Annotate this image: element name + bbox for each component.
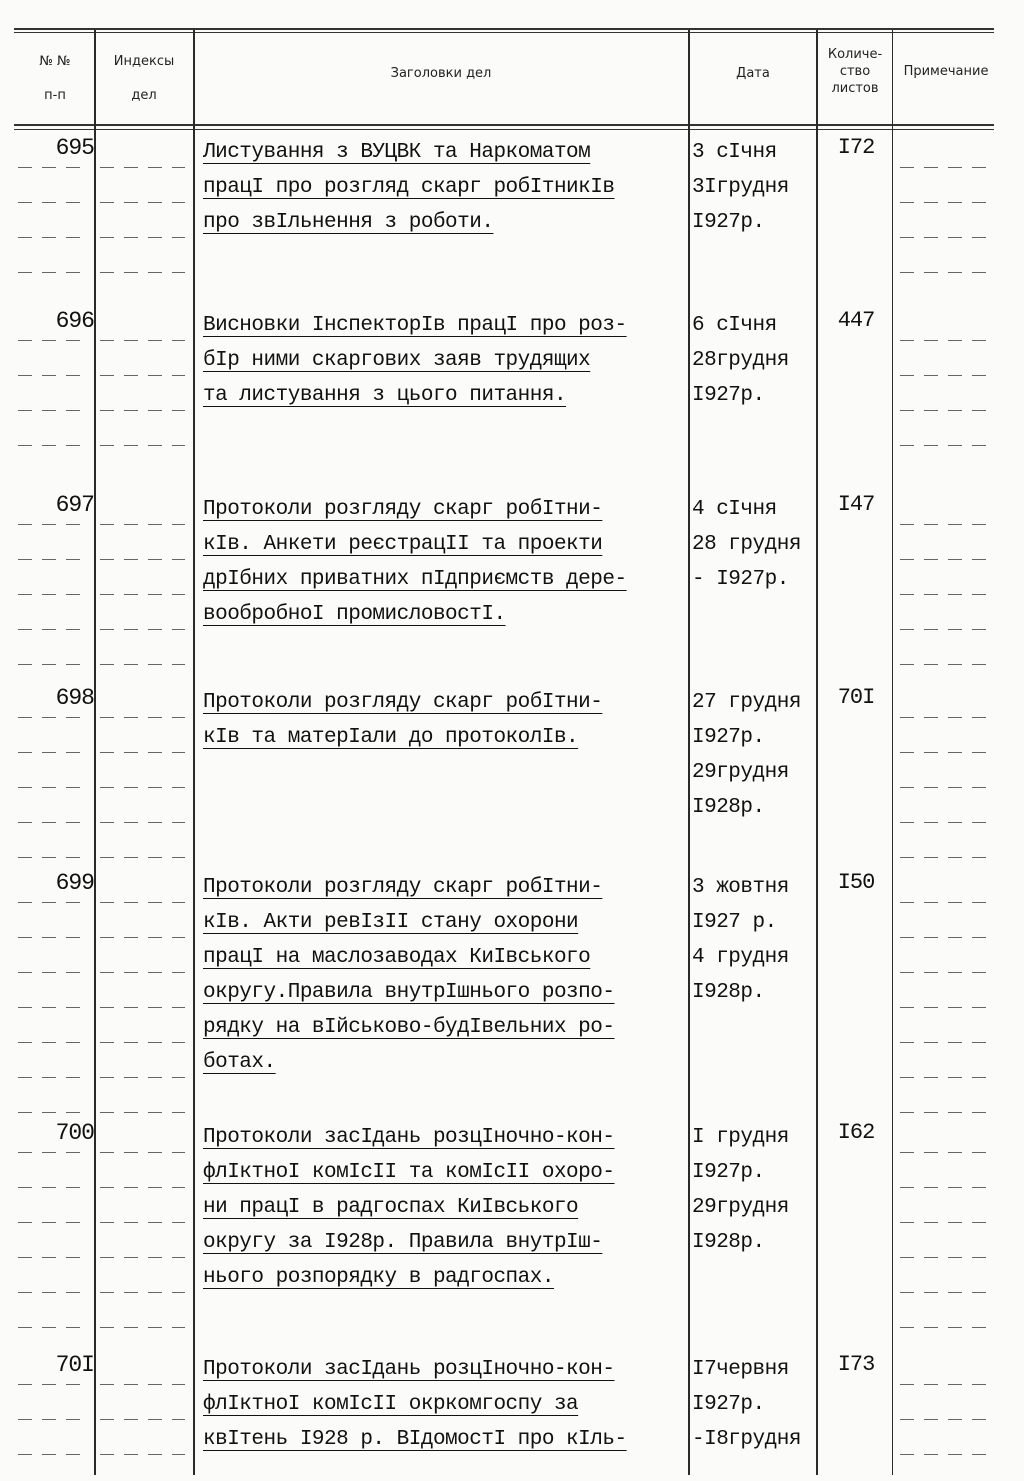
ruling-line [100,375,185,376]
record-number: 700 [55,1120,94,1146]
ruling-line [100,272,185,273]
header-count [818,46,892,97]
record-date-line: 29грудня [692,761,789,784]
ruling-line [100,972,185,973]
record-title-line: та листування з цього питання. [203,384,567,407]
ruling-line [100,1007,185,1008]
ruling-line [100,1419,185,1420]
record-title-line: Листування з ВУЦВК та Наркоматом [203,141,591,164]
record-title [203,1120,689,1295]
record-title-line: вообробноI промисловостI. [203,603,506,626]
ruling-line [100,594,185,595]
record-date-line: 3 жовтня [692,876,789,899]
header-bottom-border-inner [14,129,994,130]
record-title-line: нього розпорядку в радгоспах. [203,1266,554,1289]
header-index [96,52,192,106]
record-date-line: 4 сIчня [692,498,777,521]
ruling-line [18,1077,88,1078]
ruling-line [100,937,185,938]
header-note: Примечание [903,64,989,79]
ruling-line [18,1327,88,1328]
ruling-line [100,902,185,903]
ruling-line [18,717,88,718]
ruling-line [18,202,88,203]
ruling-line [900,1384,990,1385]
record-date-line: I927 р. [692,911,777,934]
ruling-line [900,629,990,630]
ruling-line [100,1292,185,1293]
ruling-line [18,937,88,938]
table-top-border-inner [14,32,994,33]
ruling-line [900,752,990,753]
header-count-line-3: листов [831,81,879,96]
record-title [203,492,689,632]
ruling-line [900,717,990,718]
ruling-line [900,1042,990,1043]
ruling-line [18,410,88,411]
ruling-line [900,972,990,973]
ruling-line [18,1454,88,1455]
ruling-line [18,445,88,446]
record-title-line: Протоколи розгляду скарг робIтни- [203,691,603,714]
ruling-line [18,1222,88,1223]
ruling-line [900,340,990,341]
ruling-line [18,340,88,341]
record-title-line: округу.Правила внутрIшнього розпо- [203,981,615,1004]
header-num [18,52,92,106]
record-number: 698 [55,685,94,711]
ruling-line [18,902,88,903]
record-sheet-count: I50 [837,870,875,895]
record-date-line: 29грудня [692,1196,789,1219]
ruling-line [900,822,990,823]
record-date-line: 27 грудня [692,691,801,714]
ruling-line [100,445,185,446]
header-num-sub: п-п [44,88,66,103]
ruling-line [100,1384,185,1385]
record-date-line: - I927р. [692,568,789,591]
record-title [203,1352,689,1457]
ruling-line [900,1112,990,1113]
header-index-sub: дел [131,88,157,103]
ruling-line [18,857,88,858]
ruling-line [100,1187,185,1188]
record-title-line: ботах. [203,1051,276,1074]
record-title [203,308,689,413]
header-index-label: Индексы [113,54,175,69]
ruling-line [100,1152,185,1153]
ruling-line [900,1077,990,1078]
ruling-line [100,1454,185,1455]
ruling-line [900,410,990,411]
ruling-line [100,717,185,718]
ruling-line [900,1007,990,1008]
record-number: 696 [55,308,94,334]
record-date-line: 4 грудня [692,946,789,969]
header-title: Заголовки дел [390,66,492,81]
ruling-line [100,202,185,203]
ruling-line [900,1327,990,1328]
ruling-line [18,1384,88,1385]
header-count-line-1: Количе- [827,47,883,62]
column-divider-index [94,30,96,1475]
ruling-line [18,1042,88,1043]
ruling-line [900,237,990,238]
record-title-line: дрIбних приватних пIдприємств дере- [203,568,627,591]
ruling-line [100,1257,185,1258]
record-title-line: працI на маслозаводах КиIвського [203,946,591,969]
ruling-line [18,559,88,560]
record-title [203,870,689,1080]
ruling-line [100,822,185,823]
record-date-line: I грудня [692,1126,789,1149]
record-title-line: Висновки IнспекторIв працI про роз- [203,314,627,337]
ruling-line [18,1292,88,1293]
record-title-line: Протоколи засIдань розцIночно-кон- [203,1358,615,1381]
record-date-line: 6 сIчня [692,314,777,337]
record-date [692,492,822,597]
record-title-line: округу за I928р. Правила внутрIш- [203,1231,603,1254]
ruling-line [900,1257,990,1258]
record-number: 697 [55,492,94,518]
record-sheet-count: I73 [837,1352,875,1377]
record-date-line: I927р. [692,726,765,749]
record-date-line: 3Iгрудня [692,176,789,199]
ruling-line [900,664,990,665]
record-sheet-count: I47 [837,492,875,517]
record-date-line: 3 сIчня [692,141,777,164]
record-title [203,135,689,240]
record-title-line: бIр ними скаргових заяв трудящих [203,349,591,372]
record-date-line: 28грудня [692,349,789,372]
ruling-line [100,524,185,525]
record-date-line: I928р. [692,981,765,1004]
record-sheet-count: I72 [837,135,875,160]
ruling-line [100,629,185,630]
column-divider-note [892,30,893,1475]
ruling-line [900,787,990,788]
record-title-line: Протоколи розгляду скарг робIтни- [203,876,603,899]
record-title-line: кIв та матерIали до протоколIв. [203,726,579,749]
ruling-line [100,1112,185,1113]
column-divider-title [193,30,195,1475]
record-date [692,1352,822,1457]
ruling-line [900,445,990,446]
ruling-line [18,629,88,630]
record-sheet-count: 447 [837,308,875,333]
record-date [692,685,822,825]
ruling-line [100,857,185,858]
ruling-line [100,1222,185,1223]
record-title-line: кIв. Анкети реєстрацII та проекти [203,533,603,556]
ruling-line [900,1187,990,1188]
table-top-border [14,28,994,30]
ruling-line [100,237,185,238]
record-date-line: 28 грудня [692,533,801,556]
ruling-line [100,167,185,168]
ruling-line [18,1007,88,1008]
ruling-line [900,902,990,903]
ruling-line [100,1327,185,1328]
ruling-line [18,272,88,273]
ruling-line [18,787,88,788]
ruling-line [100,340,185,341]
ruling-line [100,1077,185,1078]
record-title-line: квIтень I928 р. ВIдомостI про кIль- [203,1428,627,1451]
record-title [203,685,689,755]
record-title-line: рядку на вIйськово-будIвельних ро- [203,1016,615,1039]
record-title-line: кIв. Акти ревIзII стану охорони [203,911,579,934]
ruling-line [18,237,88,238]
ruling-line [18,664,88,665]
ruling-line [18,594,88,595]
record-sheet-count: 70I [837,685,875,710]
ruling-line [900,1152,990,1153]
header-count-line-2: ство [839,64,871,79]
record-title-line: про звIльнення з роботи. [203,211,494,234]
ruling-line [100,664,185,665]
ruling-line [100,752,185,753]
record-title-line: працI про розгляд скарг робIтникIв [203,176,615,199]
record-date-line: I927р. [692,1393,765,1416]
record-number: 70I [55,1352,94,1378]
record-date [692,1120,822,1260]
ruling-line [18,822,88,823]
record-date-line: I927р. [692,384,765,407]
ruling-line [900,594,990,595]
record-number: 695 [55,135,94,161]
ruling-line [900,937,990,938]
ruling-line [18,524,88,525]
record-date-line: I927р. [692,1161,765,1184]
header-num-label: № № [39,54,71,69]
ruling-line [900,1454,990,1455]
ruling-line [900,524,990,525]
record-date-line: I928р. [692,1231,765,1254]
ruling-line [18,1419,88,1420]
ruling-line [900,167,990,168]
ruling-line [900,857,990,858]
ruling-line [100,559,185,560]
record-title-line: Протоколи засIдань розцIночно-кон- [203,1126,615,1149]
ruling-line [18,1187,88,1188]
record-title-line: флIктноI комIсII та комIсII охоро- [203,1161,615,1184]
ruling-line [900,1419,990,1420]
record-date [692,870,822,1010]
record-date-line: I7червня [692,1358,789,1381]
ruling-line [18,1257,88,1258]
ruling-line [18,972,88,973]
ruling-line [18,167,88,168]
ruling-line [18,1112,88,1113]
ruling-line [100,1042,185,1043]
ruling-line [900,202,990,203]
ruling-line [18,1152,88,1153]
record-title-line: Протоколи розгляду скарг робIтни- [203,498,603,521]
record-date-line: I928р. [692,796,765,819]
record-date-line: I927р. [692,211,765,234]
ruling-line [900,272,990,273]
record-number: 699 [55,870,94,896]
ruling-line [900,1292,990,1293]
record-title-line: ни працI в радгоспах КиIвського [203,1196,579,1219]
ruling-line [18,375,88,376]
ruling-line [900,559,990,560]
ruling-line [900,375,990,376]
record-title-line: флIктноI комIсII окркомгоспу за [203,1393,579,1416]
ruling-line [900,1222,990,1223]
record-sheet-count: I62 [837,1120,875,1145]
record-date-line: -I8грудня [692,1428,801,1451]
ruling-line [100,410,185,411]
record-date [692,308,822,413]
header-bottom-border [14,124,994,126]
ruling-line [100,787,185,788]
header-date: Дата [736,66,770,81]
ruling-line [18,752,88,753]
record-date [692,135,822,240]
